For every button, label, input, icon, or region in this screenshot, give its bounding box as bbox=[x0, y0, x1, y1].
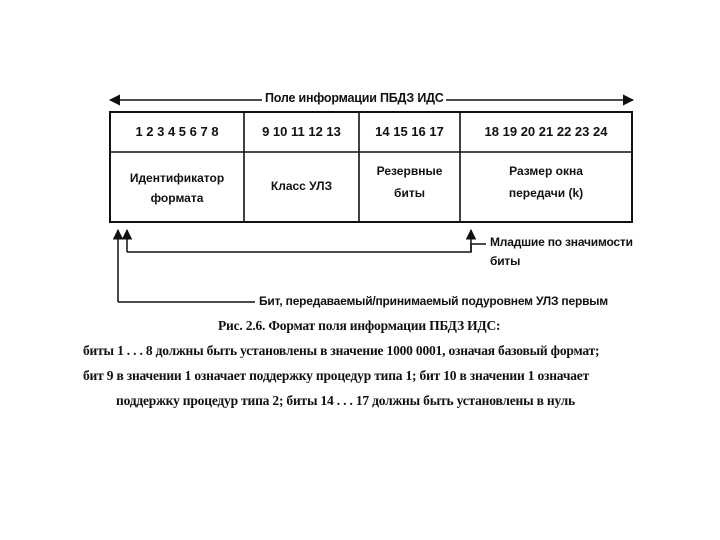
first-bit-label: Бит, передаваемый/принимаемый подуровнем УЛЗ первым bbox=[259, 294, 608, 308]
window-size-field bbox=[460, 160, 632, 204]
bits-9-13: 9 10 11 12 13 bbox=[262, 124, 341, 139]
info-field-title: Поле информации ПБДЗ ИДС bbox=[265, 91, 444, 105]
figure-caption-title: Рис. 2.6. Формат поля информации ПБДЗ ИДС: bbox=[218, 318, 501, 333]
ulz-class-line1: Класс УЛЗ bbox=[270, 179, 333, 193]
lsb-label-line2: биты bbox=[490, 254, 521, 268]
bits-18-24: 18 19 20 21 22 23 24 bbox=[484, 124, 608, 139]
figure-caption-line4: поддержку процедур типа 2; биты 14 . . . 17 должны быть установлены в нуль bbox=[116, 393, 575, 408]
figure-caption-line3: бит 9 в значении 1 означает поддержку процедур типа 1; бит 10 в значении 1 означает bbox=[83, 368, 590, 383]
lsb-label bbox=[490, 233, 633, 271]
bits-1-8: 1 2 3 4 5 6 7 8 bbox=[135, 124, 219, 139]
format-identifier-line1: Идентификатор bbox=[129, 171, 225, 185]
bits-14-17: 14 15 16 17 bbox=[375, 124, 444, 139]
reserved-bits-line2: биты bbox=[394, 186, 425, 200]
lsb-label-line1: Младшие по значимости bbox=[490, 235, 633, 249]
reserved-bits-line1: Резервные bbox=[376, 164, 443, 178]
format-identifier-line2: формата bbox=[150, 191, 204, 205]
window-size-line1: Размер окна bbox=[509, 164, 583, 178]
ulz-class-field bbox=[244, 176, 359, 196]
format-identifier-field bbox=[110, 168, 244, 208]
figure-caption-line2: биты 1 . . . 8 должны быть установлены в значение 1000 0001, означая базовый формат; bbox=[83, 343, 600, 358]
lsb-connector bbox=[127, 244, 486, 252]
window-size-line2: передачи (k) bbox=[508, 186, 584, 200]
reserved-bits-field bbox=[359, 160, 460, 204]
